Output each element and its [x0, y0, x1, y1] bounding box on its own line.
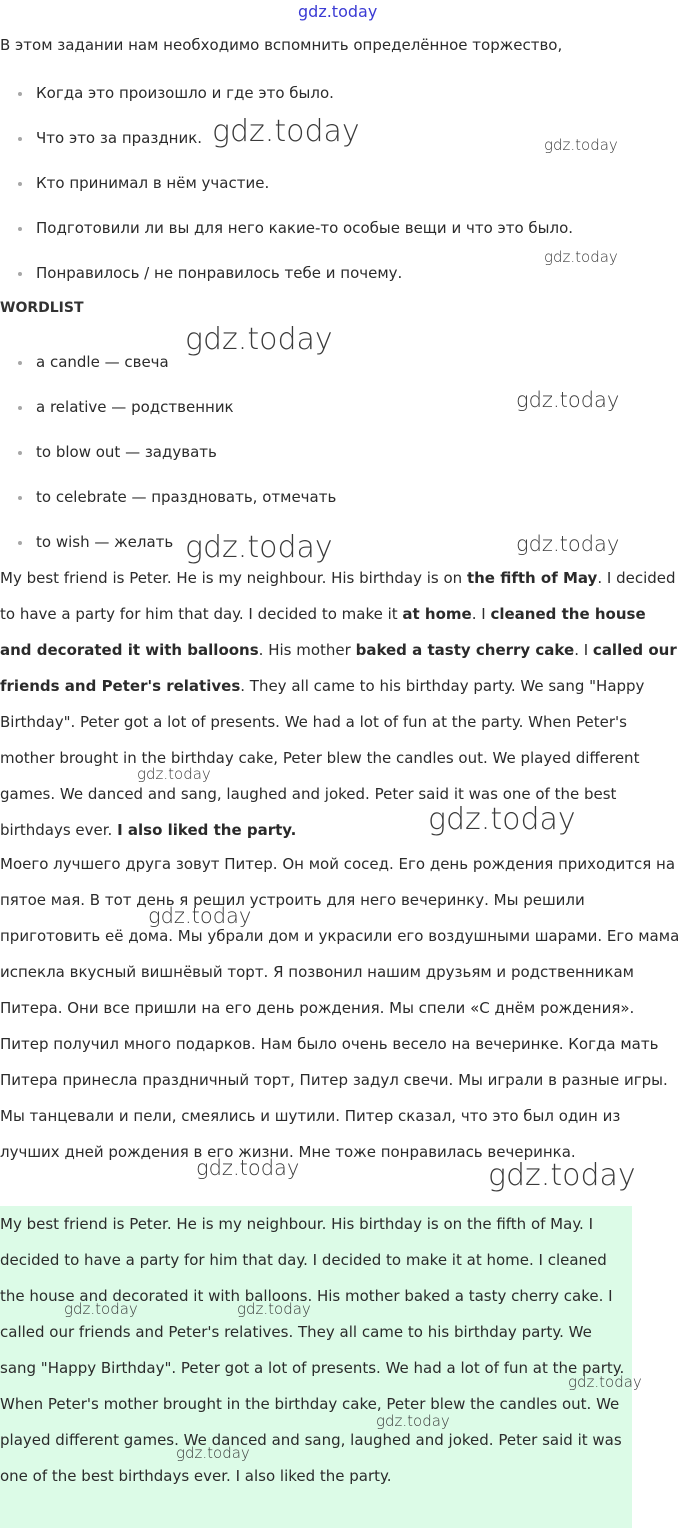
watermark: gdz.today [176, 1444, 250, 1462]
text-span: My best friend is Peter. He is my neighbour. His birthday is on [0, 569, 467, 587]
watermark: gdz.today [568, 1373, 642, 1391]
russian-translation: Моего лучшего друга зовут Питер. Он мой сосед. Его день рождения приходится на пятое мая. В тот день я решил устроить для него вечеринку. Мы решили приготовить её дома. Мы убрали дом и украсили его воздушными шарами. Его мама испекла вкусный вишнёвый торт. Я позвонил нашим друзьям и родственникам Питера. Они все пришли на его день рождения. Мы спели «С днём рождения». Питер получил много подарков. Нам было очень весело на вечеринке. Когда мать Питера принесла праздничный торт, Питер задул свечи. Мы играли в разные игры. Мы танцевали и пели, смеялись и шутили. Питер сказал, что это был один из лучших дней рождения в его жизни. Мне тоже понравилась вечеринка. [0, 855, 680, 1161]
list-item: Подготовили ли вы для него какие-то особые вещи и что это было. [0, 217, 640, 262]
text-span: . They all came to his birthday party. We sang "Happy Birthday". Peter got a lot of presents. We had a lot of fun at the party. When Peter's mother brought in the birthday cake, Peter blew the candles out. We played different games. We danced and sang, laughed and joked. Peter said it was one of the best birthdays ever. [0, 677, 645, 839]
wordlist-item: to blow out — задувать [0, 441, 640, 486]
wordlist-item: a relative — родственник [0, 396, 640, 441]
bold-phrase: called our friends and Peter's relatives [0, 641, 677, 695]
watermark: gdz.today [185, 530, 333, 565]
watermark: gdz.today [516, 388, 620, 412]
bold-phrase: at home [402, 605, 472, 623]
watermark: gdz.today [544, 136, 618, 154]
text-span: . His mother [258, 641, 356, 659]
bold-phrase: I also liked the party. [117, 821, 297, 839]
bold-phrase: the fifth of May [466, 569, 598, 587]
list-item: Понравилось / не понравилось тебе и почему. [0, 262, 640, 307]
text-span: . I decided to have a party for him that day. I decided to make it [0, 569, 676, 623]
list-item: Кто принимал в нём участие. [0, 172, 640, 217]
watermark: gdz.today [64, 1300, 138, 1318]
wordlist-item: a candle — свеча [0, 351, 640, 396]
header-watermark: gdz.today [298, 2, 378, 21]
answer-block [0, 1206, 632, 1528]
bold-phrase: baked a tasty cherry cake [355, 641, 575, 659]
english-text [0, 560, 680, 848]
watermark: gdz.today [428, 802, 576, 837]
watermark: gdz.today [237, 1300, 311, 1318]
watermark: gdz.today [544, 248, 618, 266]
watermark: gdz.today [376, 1412, 450, 1430]
list-item: Когда это произошло и где это было. [0, 82, 640, 127]
watermark: gdz.today [196, 1156, 300, 1180]
answer-text: My best friend is Peter. He is my neighbour. His birthday is on the fifth of May. I decided to have a party for him that day. I decided to make it at home. I cleaned the house and decorated it with balloons. His mother baked a tasty cherry cake. I called our friends and Peter's relatives. They all came to his birthday party. We sang "Happy Birthday". Peter got a lot of presents. We had a lot of fun at the party. When Peter's mother brought in the birthday cake, Peter blew the candles out. We played different games. We danced and sang, laughed and joked. Peter said it was one of the best birthdays ever. I also liked the party. [0, 1215, 625, 1485]
watermark: gdz.today [185, 322, 333, 357]
text-span: . I [471, 605, 491, 623]
bold-phrase: cleaned the house and decorated it with balloons [0, 605, 646, 659]
wordlist-heading: WORDLIST [0, 300, 84, 316]
watermark: gdz.today [137, 765, 211, 783]
wordlist [0, 351, 640, 576]
wordlist-item: to wish — желать [0, 531, 640, 576]
list-item: Что это за праздник. [0, 127, 640, 172]
watermark: gdz.today [516, 532, 620, 556]
watermark: gdz.today [488, 1158, 636, 1193]
wordlist-item: to celebrate — праздновать, отмечать [0, 486, 640, 531]
intro-text: В этом задании нам необходимо вспомнить определённое торжество, [0, 36, 563, 54]
watermark: gdz.today [148, 904, 252, 928]
task-list [0, 82, 640, 307]
watermark: gdz.today [212, 114, 360, 149]
text-span: . I [574, 641, 593, 659]
